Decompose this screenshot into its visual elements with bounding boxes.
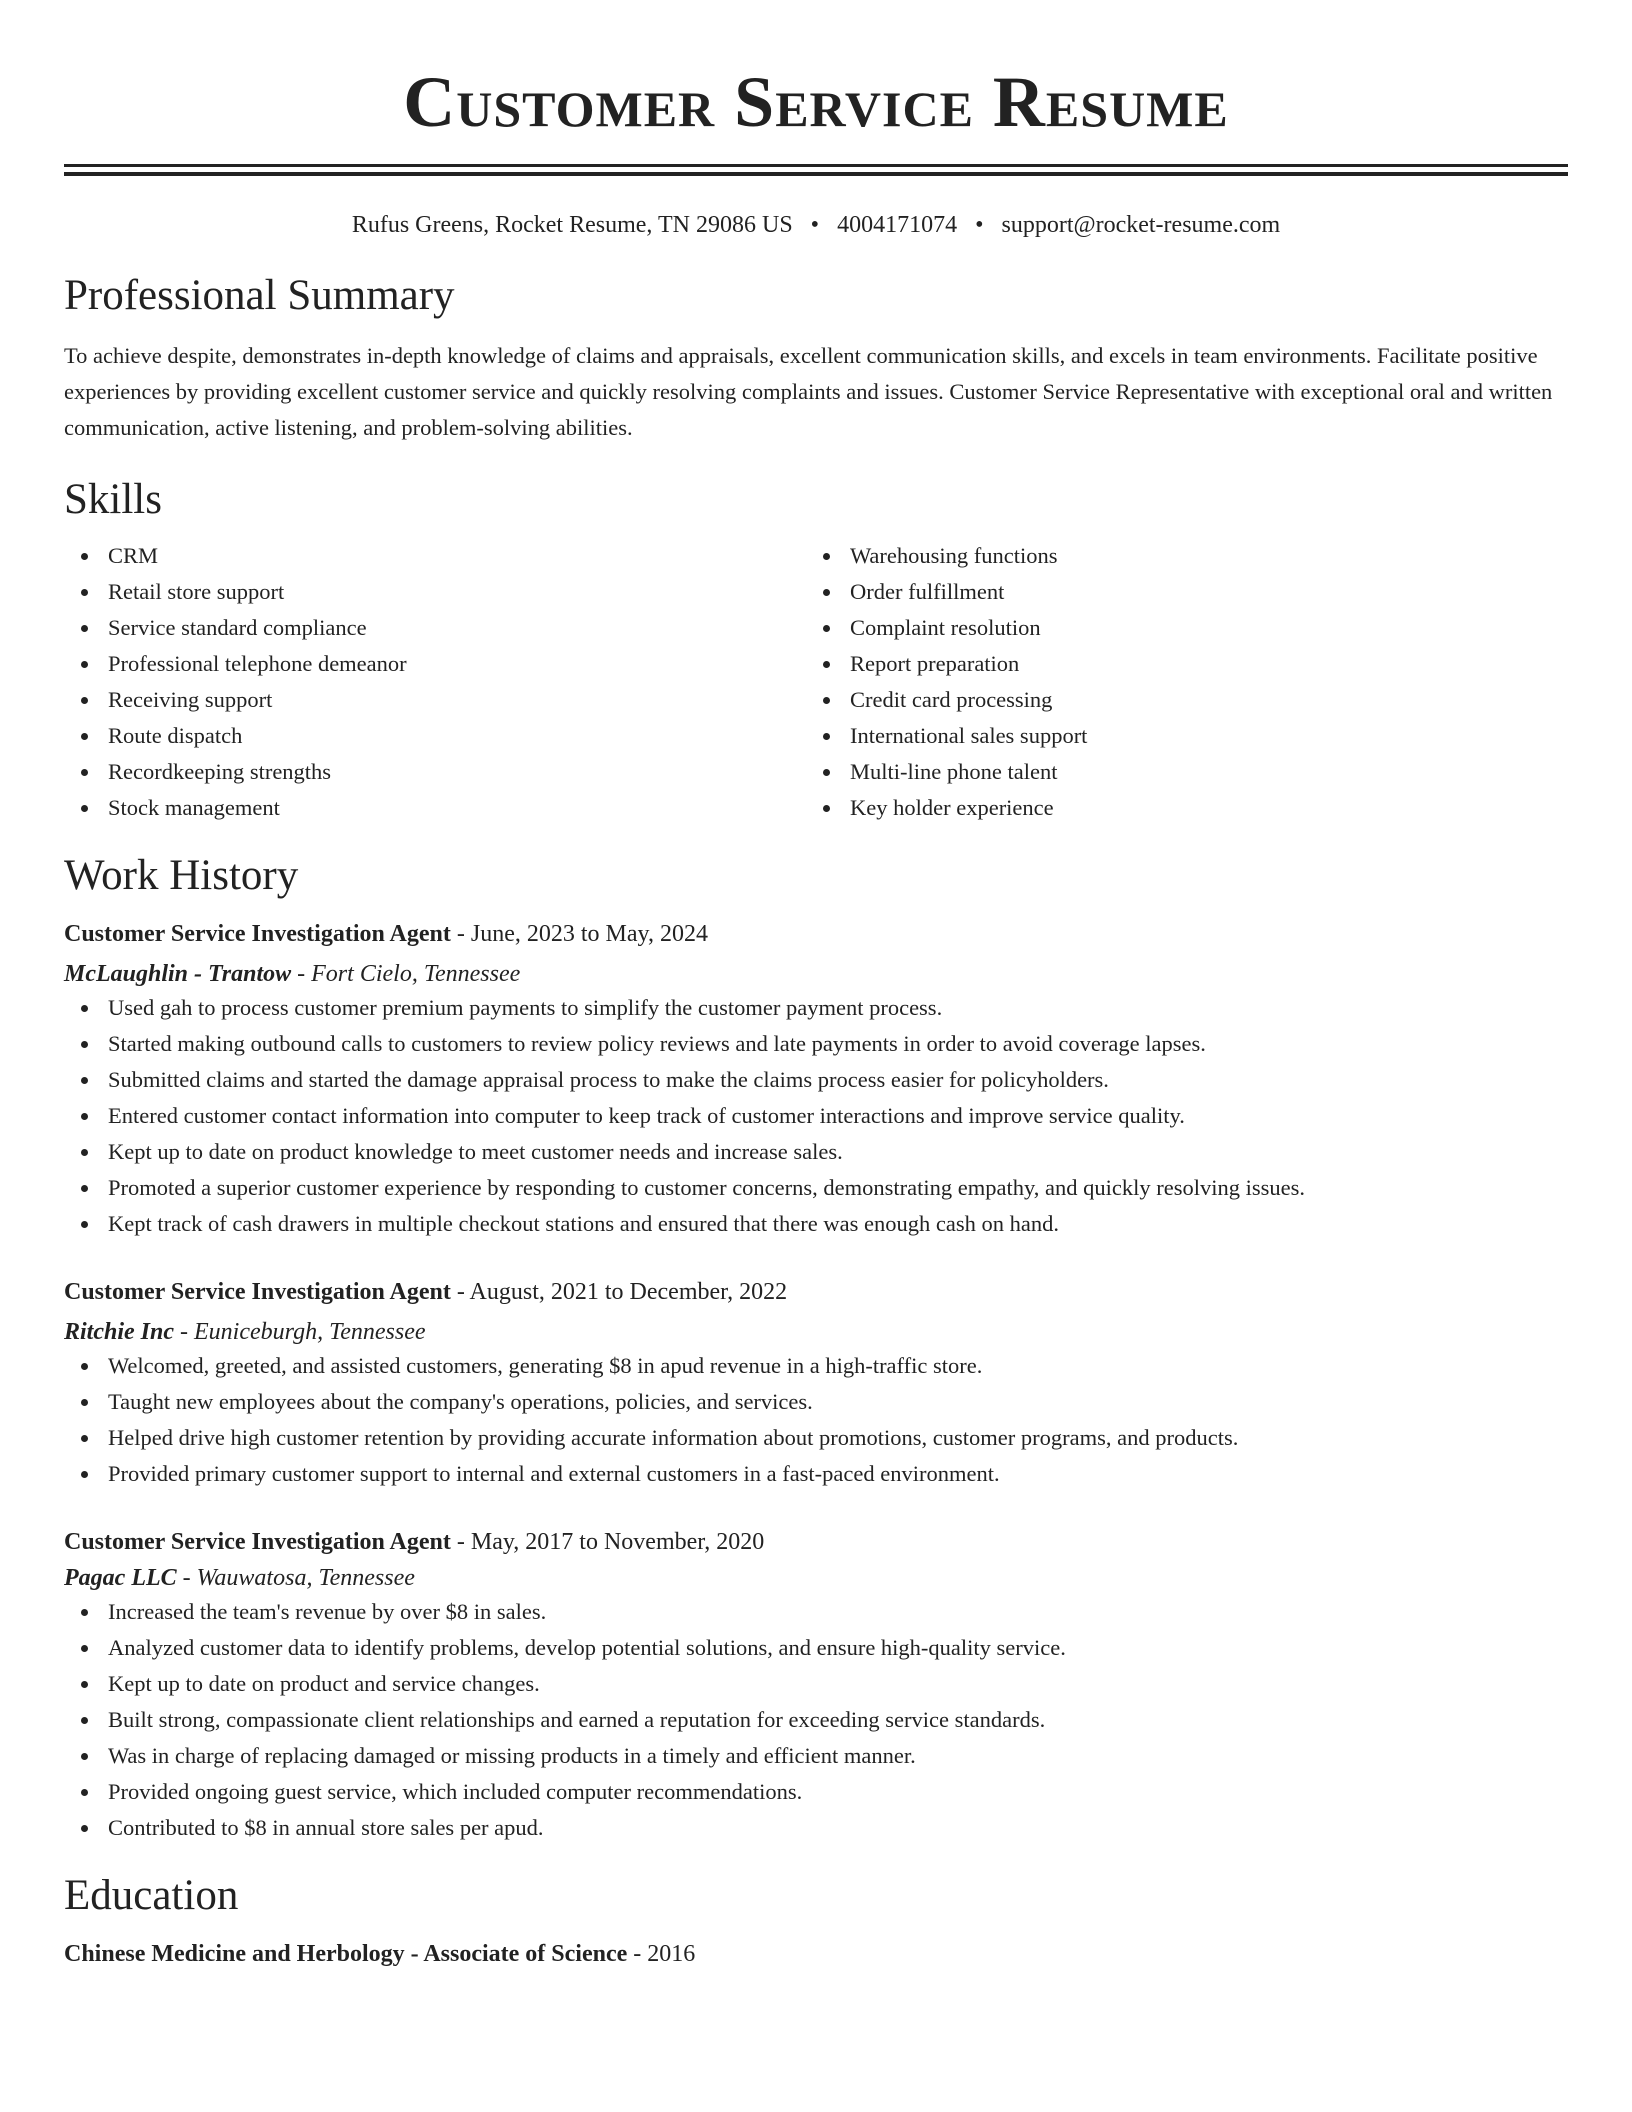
job-bullet: Helped drive high customer retention by providing accurate information about promotions, customer programs, and products.: [64, 1420, 1568, 1456]
education-section: [64, 1870, 1568, 1970]
job-bullet: Provided ongoing guest service, which included computer recommendations.: [64, 1774, 1568, 1810]
section-heading-education: Education: [64, 1872, 239, 1919]
contact-email: support@rocket-resume.com: [1001, 212, 1281, 238]
work-history-section: [64, 850, 1568, 1846]
job-title-line: [64, 918, 1568, 950]
job-bullet: Entered customer contact information into computer to keep track of customer interactions and improve service quality.: [64, 1098, 1568, 1134]
skill-item: Recordkeeping strengths: [64, 754, 806, 790]
skill-item: Warehousing functions: [806, 538, 1548, 574]
skill-item: Route dispatch: [64, 718, 806, 754]
job-title: Customer Service Investigation Agent: [64, 921, 451, 947]
job-bullet: Contributed to $8 in annual store sales per apud.: [64, 1810, 1568, 1846]
job-company-line: [64, 1316, 1568, 1348]
job-entry: [64, 1526, 1568, 1846]
skill-item: Report preparation: [806, 646, 1548, 682]
skill-item: Order fulfillment: [806, 574, 1548, 610]
job-bullet-list: [64, 1594, 1568, 1846]
job-bullet: Increased the team's revenue by over $8 in sales.: [64, 1594, 1568, 1630]
education-entry: [64, 1938, 1568, 1970]
section-heading-summary: Professional Summary: [64, 272, 455, 319]
job-company: Pagac LLC: [64, 1565, 177, 1591]
title-divider-bottom: [64, 172, 1568, 176]
job-bullet: Welcomed, greeted, and assisted customers, generating $8 in apud revenue in a high-traffic store.: [64, 1348, 1568, 1384]
education-year: - 2016: [627, 1941, 696, 1967]
skills-column-left: [64, 538, 806, 826]
contact-line: [64, 210, 1568, 240]
skill-item: Professional telephone demeanor: [64, 646, 806, 682]
job-bullet: Provided primary customer support to internal and external customers in a fast-paced environment.: [64, 1456, 1568, 1492]
job-company: Ritchie Inc: [64, 1319, 175, 1345]
education-degree: Chinese Medicine and Herbology - Associate of Science: [64, 1941, 628, 1967]
skill-item: Credit card processing: [806, 682, 1548, 718]
contact-address: Rufus Greens, Rocket Resume, TN 29086 US: [351, 212, 793, 238]
summary-text: To achieve despite, demonstrates in-depth knowledge of claims and appraisals, excellent communication skills, and excels in team environments. Facilitate positive experiences by providing excellent customer service and quickly resolving complaints and issues. Customer Service Representative with exceptional oral and written communication, active listening, and problem-solving abilities.: [64, 343, 1553, 440]
job-bullet: Promoted a superior customer experience by responding to customer concerns, demonstrating empathy, and quickly resolving issues.: [64, 1170, 1568, 1206]
job-bullet: Submitted claims and started the damage appraisal process to make the claims process easier for policyholders.: [64, 1062, 1568, 1098]
job-bullet: Used gah to process customer premium payments to simplify the customer payment process.: [64, 990, 1568, 1026]
job-bullet: Started making outbound calls to customers to review policy reviews and late payments in order to avoid coverage lapses.: [64, 1026, 1568, 1062]
skill-item: International sales support: [806, 718, 1548, 754]
skill-item: Service standard compliance: [64, 610, 806, 646]
job-dates: - August, 2021 to December, 2022: [450, 1279, 788, 1305]
job-company-line: [64, 958, 1568, 990]
job-company-line: [64, 1562, 1568, 1594]
skill-item: CRM: [64, 538, 806, 574]
job-dates: - June, 2023 to May, 2024: [450, 921, 708, 947]
skill-item: Receiving support: [64, 682, 806, 718]
title-divider-top: [64, 164, 1568, 167]
contact-separator: •: [810, 212, 820, 238]
job-entry: [64, 918, 1568, 1242]
skill-item: Retail store support: [64, 574, 806, 610]
contact-phone: 4004171074: [837, 212, 958, 238]
job-location: - Wauwatosa, Tennessee: [176, 1565, 415, 1591]
job-bullet: Was in charge of replacing damaged or missing products in a timely and efficient manner.: [64, 1738, 1568, 1774]
skills-column-right: [806, 538, 1548, 826]
job-title-line: [64, 1526, 1568, 1558]
job-company: McLaughlin - Trantow: [64, 961, 292, 987]
job-bullet: Kept up to date on product knowledge to meet customer needs and increase sales.: [64, 1134, 1568, 1170]
skill-item: Complaint resolution: [806, 610, 1548, 646]
job-bullet: Analyzed customer data to identify problems, develop potential solutions, and ensure high-quality service.: [64, 1630, 1568, 1666]
section-heading-work: Work History: [64, 852, 299, 899]
job-location: - Fort Cielo, Tennessee: [291, 961, 521, 987]
section-heading-skills: Skills: [64, 476, 162, 523]
skill-item: Key holder experience: [806, 790, 1548, 826]
job-dates: - May, 2017 to November, 2020: [450, 1529, 765, 1555]
job-bullet-list: [64, 1348, 1568, 1492]
professional-summary-section: [64, 270, 1568, 446]
skills-section: [64, 474, 1568, 826]
skill-item: Stock management: [64, 790, 806, 826]
job-location: - Euniceburgh, Tennessee: [174, 1319, 426, 1345]
skill-item: Multi-line phone talent: [806, 754, 1548, 790]
job-title: Customer Service Investigation Agent: [64, 1279, 451, 1305]
job-title-line: [64, 1276, 1568, 1308]
job-bullet: Kept up to date on product and service changes.: [64, 1666, 1568, 1702]
job-bullet: Built strong, compassionate client relationships and earned a reputation for exceeding service standards.: [64, 1702, 1568, 1738]
job-title: Customer Service Investigation Agent: [64, 1529, 451, 1555]
resume-title: Customer Service Resume: [403, 62, 1229, 142]
job-bullet: Kept track of cash drawers in multiple checkout stations and ensured that there was enough cash on hand.: [64, 1206, 1568, 1242]
job-bullet: Taught new employees about the company's operations, policies, and services.: [64, 1384, 1568, 1420]
job-bullet-list: [64, 990, 1568, 1242]
job-entry: [64, 1276, 1568, 1492]
skills-columns: [64, 538, 1568, 826]
contact-separator: •: [975, 212, 984, 238]
